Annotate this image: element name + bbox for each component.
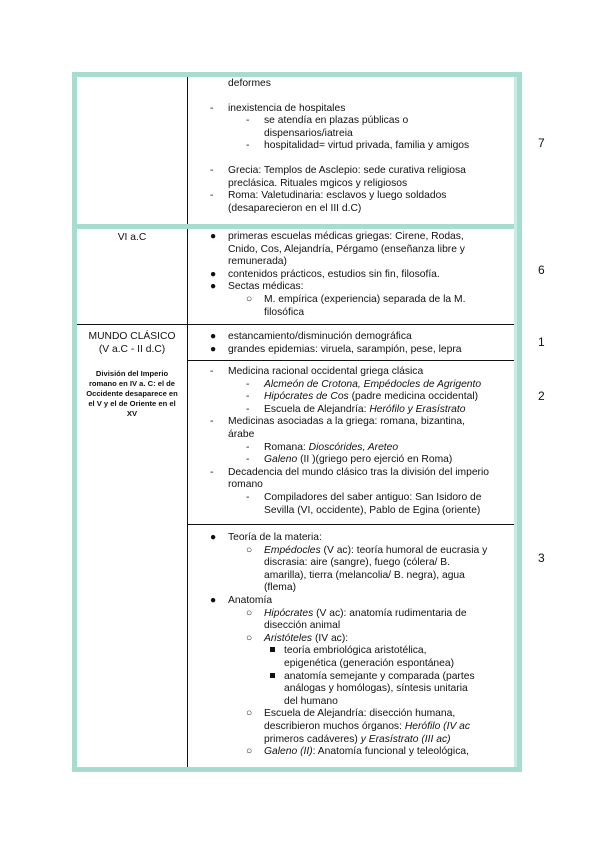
text-line: : Anatomía funcional y teleológica, [312,746,469,758]
text-line: Compiladores del saber antiguo: San Isidoro de [264,491,482,503]
dash-marker: - [246,391,250,403]
text-line: Hipócrates de Cos [264,391,349,403]
text-line: contenidos prácticos, estudios sin fin, filosofía. [228,268,440,280]
text-line: primeras escuelas médicas griegas: Cirene, Rodas, [228,231,464,242]
dash-marker: - [246,403,250,415]
dash-marker: - [210,102,214,114]
text-line: del humano [284,695,338,707]
text-line: Romana: [264,441,309,453]
text-line: Sectas médicas: [228,281,304,293]
page-number: 3 [538,551,545,565]
text-line: inexistencia de hospitales [228,102,346,114]
row2-period: VI a.C [117,232,147,243]
text-line: análogas y homólogas), síntesis unitaria [284,683,468,695]
dash-marker: - [246,378,250,390]
text-line: Escuela de Alejandría: [264,403,370,415]
dash-marker: - [210,466,214,478]
column-divider [187,77,188,224]
square-bullet-icon [270,673,275,678]
text-line: Aristóteles [264,632,313,644]
circle-bullet-icon: ○ [246,632,253,644]
text-line: (V ac): anatomía rudimentaria de [313,607,467,619]
text-line: Sevilla (VI, occidente), Pablo de Egina (oriente) [264,504,481,516]
page-number: 2 [538,389,545,403]
text-line: (padre medicina occidental) [348,391,479,403]
row4-content [200,366,512,517]
column-divider [187,229,188,767]
text-line: y Erasístrato (III ac) [360,733,451,745]
dash-marker: - [246,441,250,453]
frame-inner-edge [514,77,517,767]
text-line: Hipócrates [264,607,314,619]
text-line: describieron muchos órganos: [264,720,405,732]
text-line: (flema) [264,582,297,594]
era-note [78,369,186,419]
row-separator [77,224,514,229]
text-line: Roma: Valetudinaria: esclavos y luego soldados [228,190,447,202]
text-line: teoría embriológica aristotélica, [284,645,427,657]
row-separator [188,360,514,361]
text-line: Herófilo y Erasístrato [369,403,466,415]
text-line: amarilla), tierra (melancolia/ B. negra), agua [264,569,465,581]
bullet-icon: ● [210,594,217,606]
text-line: remunerada) [228,256,287,268]
text-line: Grecia: Templos de Asclepio: sede curativa religiosa [228,164,466,176]
row-separator [77,324,514,325]
dash-marker: - [246,140,250,152]
text-line: Galeno [264,454,298,466]
square-bullet-icon [270,647,275,652]
text-line: estancamiento/disminución demográfica [228,331,412,342]
circle-bullet-icon: ○ [246,544,253,556]
text-line: Decadencia del mundo clásico tras la división del imperio [228,466,489,478]
text-line: epigenética (generación espontánea) [284,657,455,669]
row2-content [200,231,512,319]
circle-bullet-icon: ○ [246,293,253,305]
dash-marker: - [210,164,214,176]
text-line: Herófilo (IV ac [404,720,471,732]
text-line: filosófica [264,306,305,318]
text-line: se atendía en plazas públicas o [264,115,409,127]
text-line: Anatomía [228,594,273,606]
text-line: primeros cadáveres) [264,733,361,745]
circle-bullet-icon: ○ [246,746,253,758]
text-line: Teoría de la materia: [228,532,322,543]
text-line: Empédocles [264,544,321,556]
bullet-icon: ● [210,532,217,543]
text-line: preclásica. Rituales mgicos y religiosos [228,177,408,189]
bullet-icon: ● [210,281,217,293]
era-range: (V a.C - II d.C) [98,344,166,355]
text-line: Dioscórides, Areteo [308,441,399,453]
dash-marker: - [210,416,214,428]
text-line: (IV ac): [312,632,349,644]
note-line: División del Imperio [95,369,169,378]
note-line: Occidente desaparece en [86,389,178,398]
bullet-icon: ● [210,331,217,342]
note-line: romano en IV a. C: el de [88,379,176,388]
page-number: 1 [538,335,545,349]
text-line: discrasia: aire (sangre), fuego (cólera/ B. [264,557,450,569]
page-number: 6 [538,263,545,277]
bullet-icon: ● [210,231,217,242]
row-separator [188,524,514,525]
text-line: deformes [228,78,271,89]
text-line: anatomía semejante y comparada (partes [284,670,475,682]
dash-marker: - [210,190,214,202]
text-line: Medicinas asociadas a la griega: romana, bizantina, [228,416,465,428]
note-line: el V y el de Oriente en el [88,399,176,408]
text-line: grandes epidemias: viruela, sarampión, pese, lepra [228,343,462,355]
bullet-icon: ● [210,343,217,355]
row5-content [200,532,512,759]
text-line: Alcmeón de Crotona, Empédocles de Agrigento [264,378,482,390]
dash-marker: - [246,454,250,466]
text-line: Galeno (II) [264,746,313,758]
text-line: romano [228,479,263,491]
text-line: (desaparecieron en el III d.C) [228,202,362,214]
note-line: XV [126,409,138,418]
bullet-icon: ● [210,268,217,280]
row1-content [200,78,512,215]
era-title: MUNDO CLÁSICO [88,331,176,342]
text-line: Cnido, Cos, Alejandría, Pérgamo (enseñanza libre y [228,243,465,255]
row3-content [200,331,512,356]
text-line: (V ac): teoría humoral de eucrasia y [320,544,488,556]
dash-marker: - [210,366,214,377]
text-line: (II )(griego pero ejerció en Roma) [297,454,453,466]
dash-marker: - [246,491,250,503]
dash-marker: - [246,115,250,127]
circle-bullet-icon: ○ [246,708,253,720]
page-number: 7 [538,136,545,150]
text-line: disección animal [264,620,341,632]
text-line: M. empírica (experiencia) separada de la M. [264,293,466,305]
text-line: hospitalidad= virtud privada, familia y amigos [264,140,470,152]
text-line: dispensarios/iatreia [264,127,353,139]
circle-bullet-icon: ○ [246,607,253,619]
text-line: árabe [228,428,255,440]
text-line: Medicina racional occidental griega clásica [228,366,424,377]
text-line: Escuela de Alejandría: disección humana, [264,708,456,720]
